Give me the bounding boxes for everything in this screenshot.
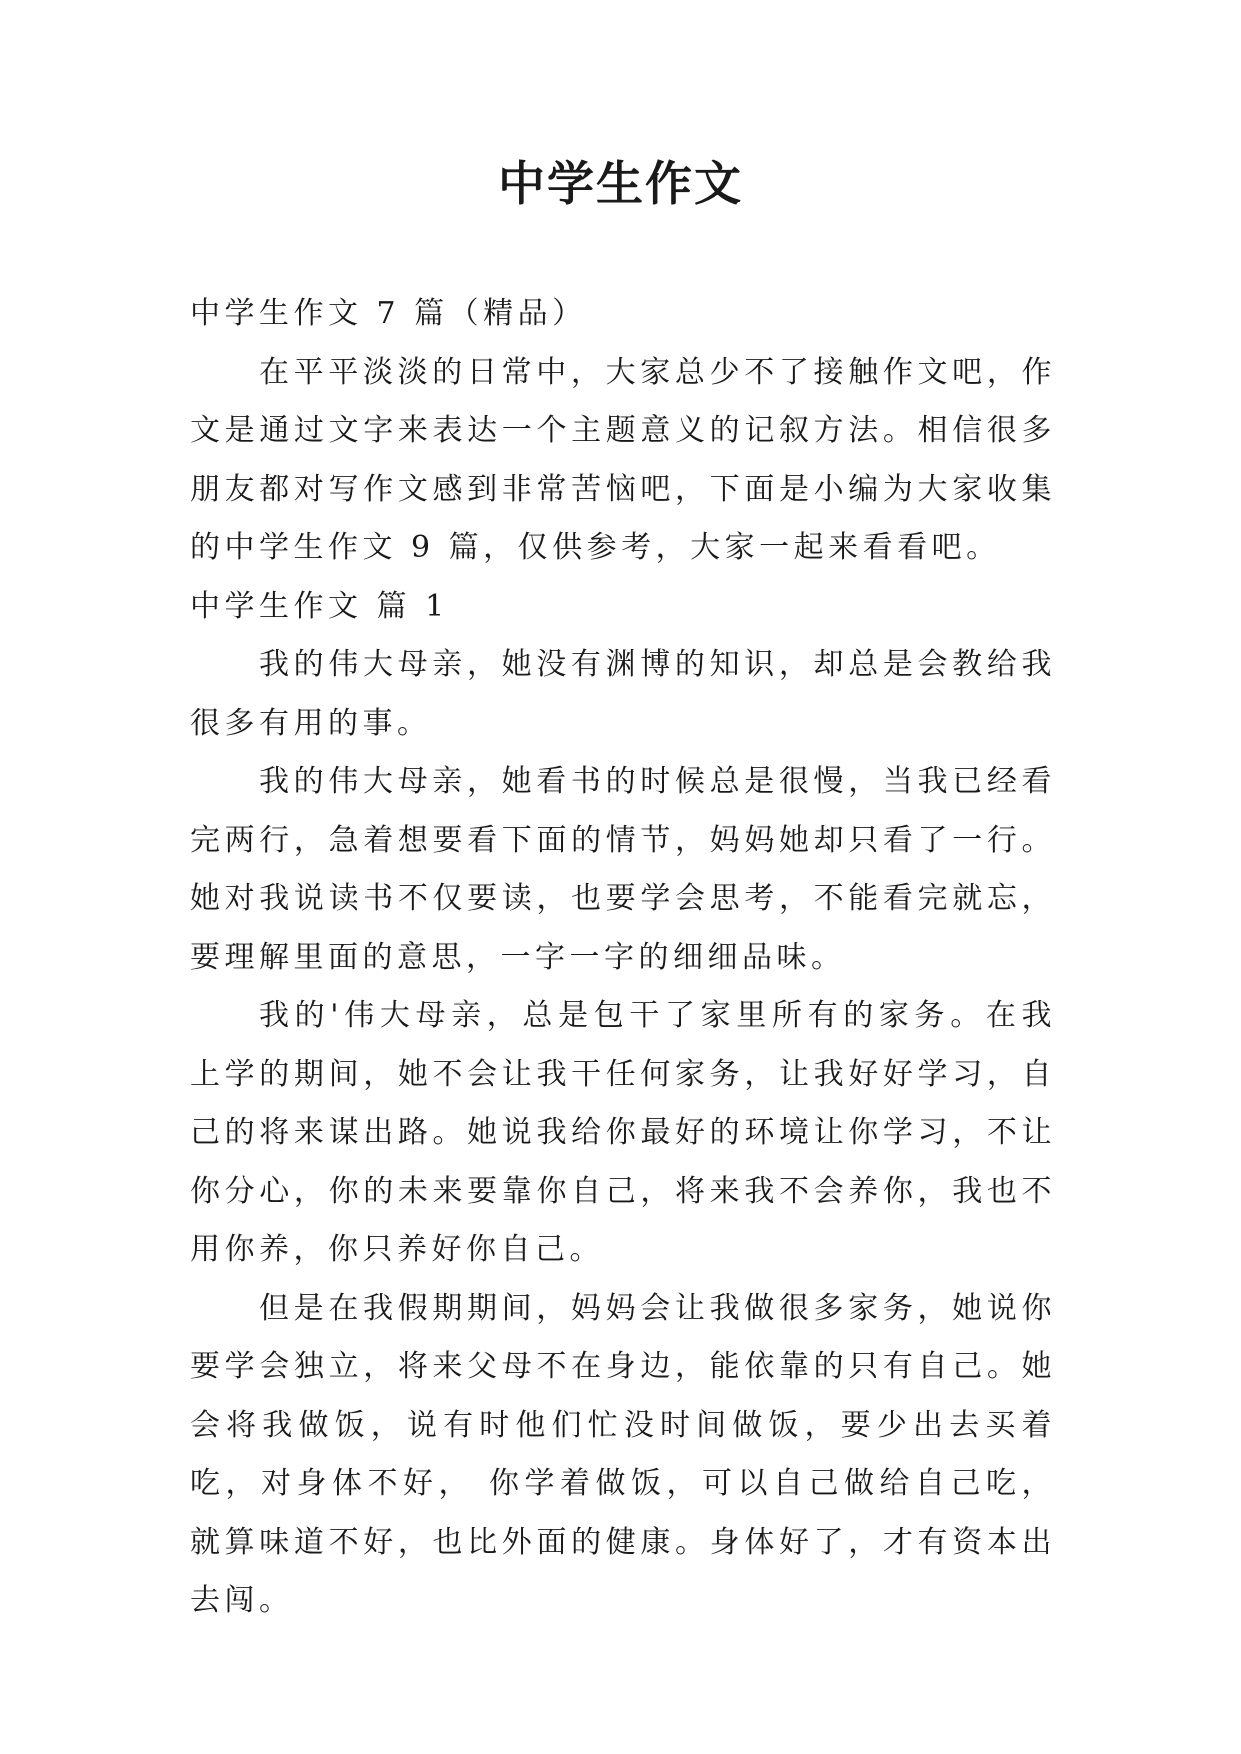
essay-1-heading: 中学生作文 篇 1 — [190, 588, 449, 624]
body-paragraph: 我的伟大母亲，她看书的时候总是很慢，当我已经看完两行，急着想要看下面的情节，妈妈她却只看了一行。她对我说读书不仅要读，也要学会思考，不能看完就忘，要理解里面的意思，一字一字的细细品味。 — [190, 764, 1056, 975]
body-paragraph: 我的伟大母亲，她没有渊博的知识，却总是会教给我很多有用的事。 — [190, 647, 1056, 741]
body-paragraph: 我的'伟大母亲，总是包干了家里所有的家务。在我上学的期间，她不会让我干任何家务，让我好好学习，自己的将来谋出路。她说我给你最好的环境让你学习，不让你分心，你的未来要靠你自己，将来我不会养你，我也不用你养，你只养好你自己。 — [190, 998, 1056, 1267]
intro-paragraph: 在平平淡淡的日常中，大家总少不了接触作文吧，作文是通过文字来表达一个主题意义的记叙方法。相信很多朋友都对写作文感到非常苦恼吧，下面是小编为大家收集的中学生作文 9 篇，仅供参考，大家一起来看看吧。 — [190, 354, 1056, 565]
document-title: 中学生作文 — [498, 157, 743, 212]
essay-collection-heading: 中学生作文 7 篇（精品） — [190, 296, 587, 331]
body-paragraph: 但是在我假期期间，妈妈会让我做很多家务，她说你要学会独立，将来父母不在身边，能依靠的只有自己。她会将我做饭，说有时他们忙没时间做饭，要少出去买着吃，对身体不好， 你学着做饭，可以自己做给自己吃，就算味道不好，也比外面的健康。身体好了，才有资本出去闯。 — [190, 1290, 1056, 1618]
document-body — [190, 285, 1056, 1631]
